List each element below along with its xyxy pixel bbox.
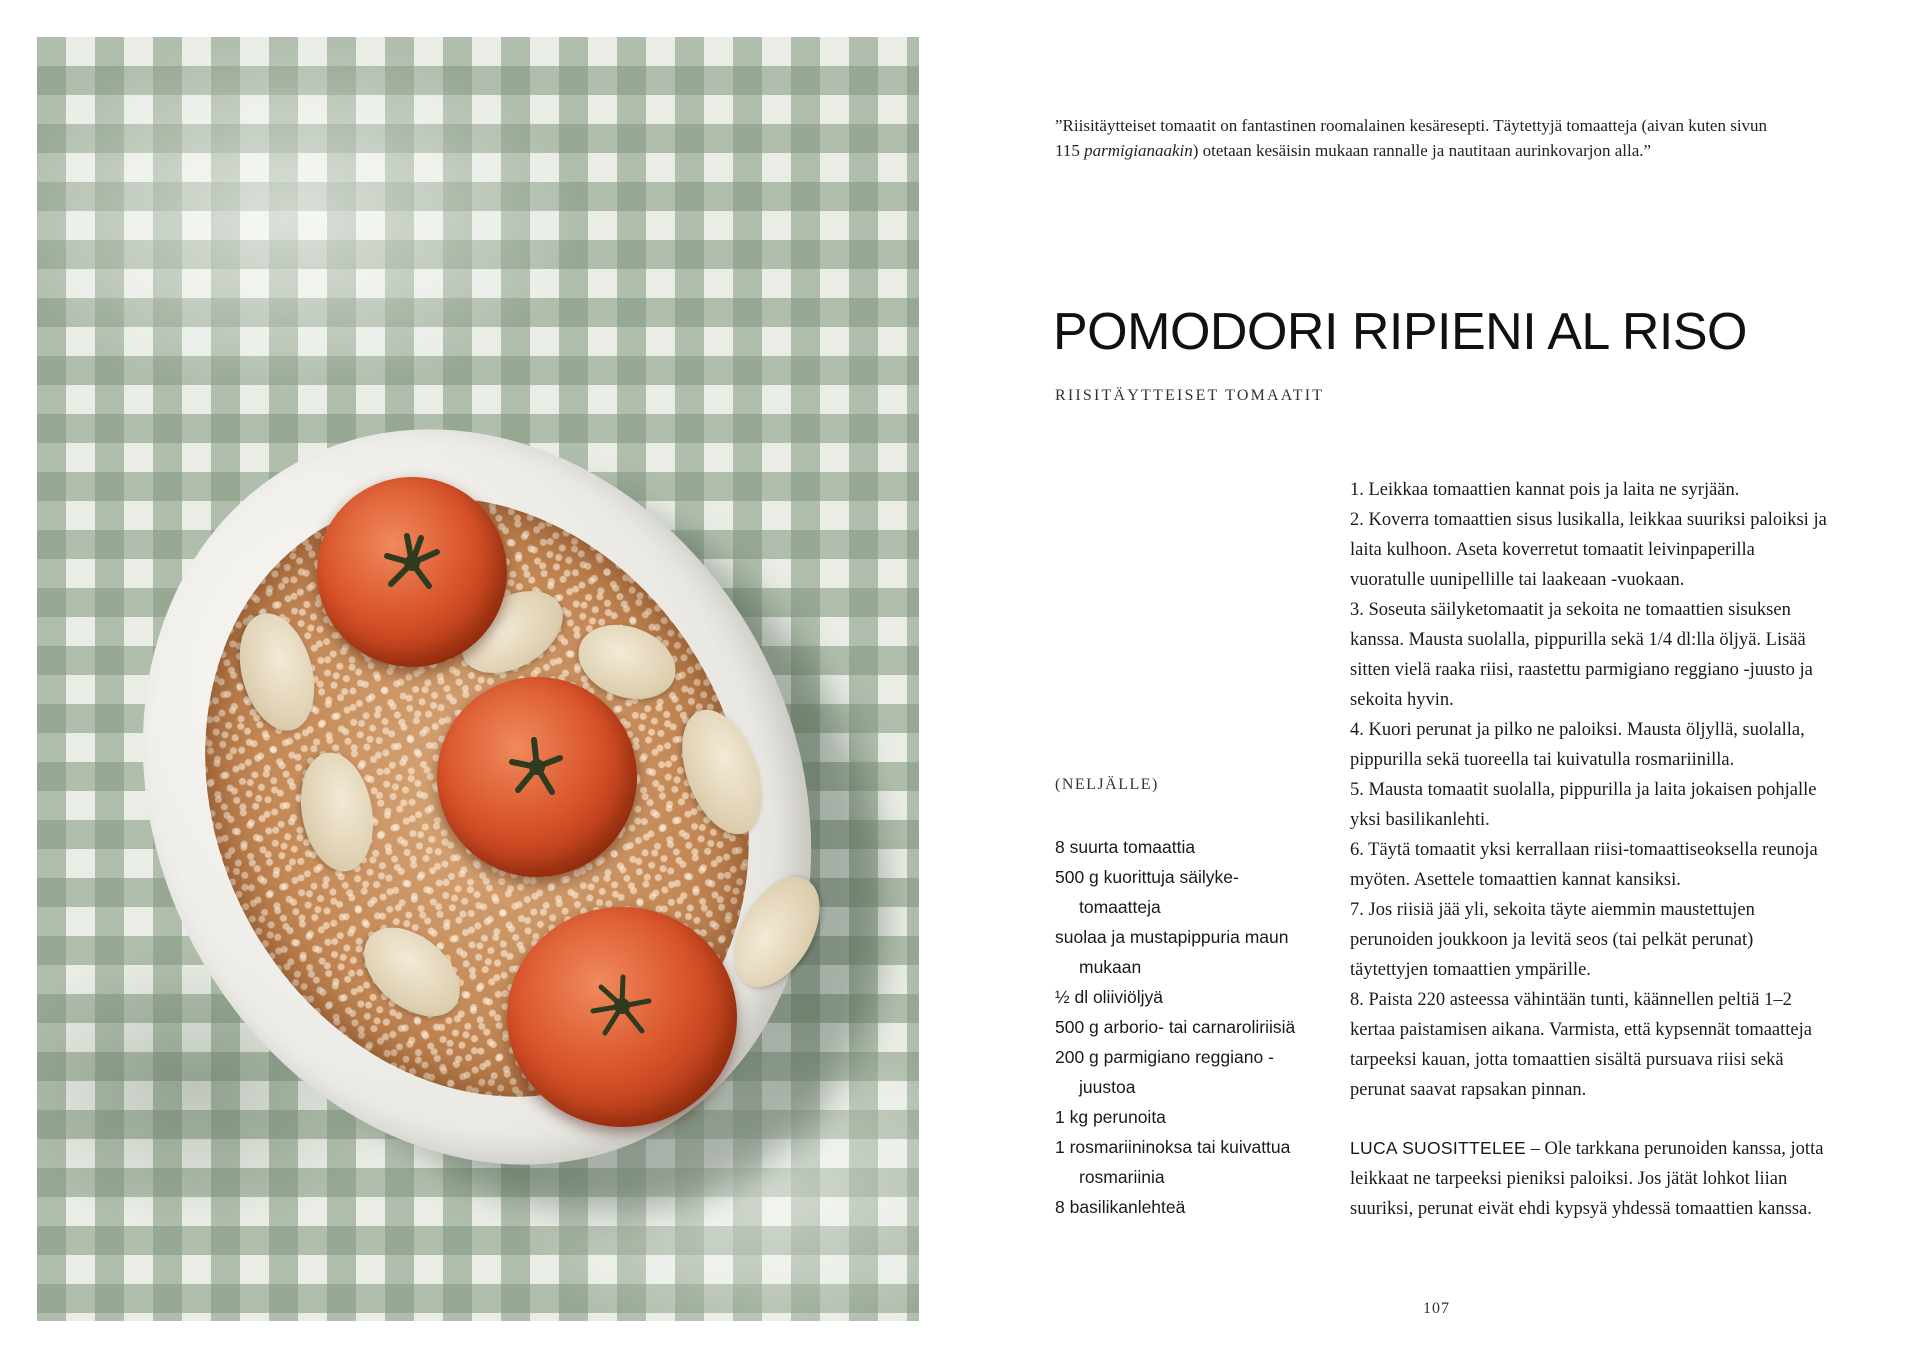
page-number: 107 [1423,1300,1450,1317]
recipe-subtitle: RIISITÄYTTEISET TOMAATIT [1055,387,1325,404]
ingredient-item: 1 kg perunoita [1055,1107,1166,1127]
method-step: 2. Koverra tomaattien sisus lusikalla, leikkaa suuriksi paloiksi ja laita kulhoon. Aseta koverretut tomaatit leivinpaperilla vuoratulle uunipellille tai laakeaan -vuokaan. [1350,510,1827,590]
method-step: 1. Leikkaa tomaattien kannat pois ja laita ne syrjään. [1350,480,1740,500]
tip-heading: LUCA SUOSITTELEE [1350,1138,1526,1158]
method-step: 4. Kuori perunat ja pilko ne paloiksi. Mausta öljyllä, suolalla, pippurilla sekä tuoreella tai kuivatulla rosmariinilla. [1350,720,1805,770]
recipe-title: POMODORI RIPIENI AL RISO [1053,303,1747,361]
ingredient-item: 8 basilikanlehteä [1055,1197,1186,1217]
ingredient-item: 500 g kuorittuja säilyke-tomaatteja [1055,867,1239,917]
quote-part-1: ”Riisitäytteiset tomaatit on fantastinen roomalainen kesäresepti. Täytettyjä tomaatteja (aivan kuten sivun 115 [1055,116,1768,160]
quote-part-2: ) otetaan kesäisin mukaan rannalle ja nautitaan aurinkovarjon alla.” [1192,141,1652,160]
method-step: 8. Paista 220 asteessa vähintään tunti, käännellen peltiä 1–2 kertaa paistamisen aikana. Varmista, että kypsennät tomaatteja tarpeeksi kauan, jotta tomaattien sisältä pursuava riisi sekä perunat saavat rapsakan pinnan. [1350,990,1812,1100]
stuffed-tomatoes-photo [37,37,919,1321]
method-step: 3. Soseuta säilyketomaatit ja sekoita ne tomaattien sisuksen kanssa. Mausta suolalla, pippurilla sekä 1/4 dl:lla öljyä. Lisää sitten vielä raaka riisi, raastettu parmigiano reggiano -juusto ja sekoita hyvin. [1350,600,1813,710]
intro-quote [1055,113,1795,163]
ingredient-list [1055,832,1315,1222]
stuffed-tomato [317,477,507,667]
ingredient-item: 1 rosmariininoksa tai kuivattua rosmariinia [1055,1137,1291,1187]
method-step: 7. Jos riisiä jää yli, sekoita täyte aiemmin maustettujen perunoiden joukkoon ja levitä seos (tai pelkät perunat) täytettyjen tomaattien ympärille. [1350,900,1755,980]
method-steps [1350,475,1830,1105]
ingredient-item: ½ dl oliiviöljyä [1055,987,1163,1007]
ingredient-item: 200 g parmigiano reggiano -juustoa [1055,1047,1274,1097]
ingredient-item: 8 suurta tomaattia [1055,837,1196,857]
tomato-stem-icon [377,528,447,598]
stuffed-tomato [437,677,637,877]
chef-tip [1350,1133,1830,1224]
tomato-stem-icon [502,732,572,802]
quote-emphasis: parmigianaakin [1084,141,1193,160]
ingredient-item: suolaa ja mustapippuria maun mukaan [1055,927,1289,977]
stuffed-tomato [507,907,737,1127]
ingredient-item: 500 g arborio- tai carnaroliriisiä [1055,1017,1296,1037]
method-step: 6. Täytä tomaatit yksi kerrallaan riisi-tomaattiseoksella reunoja myöten. Asettele tomaattien kannat kansiksi. [1350,840,1818,890]
tomato-stem-icon [587,971,657,1041]
servings-label: (NELJÄLLE) [1055,776,1159,793]
tip-text: – Ole tarkkana perunoiden kanssa, jotta leikkaat ne tarpeeksi pieniksi paloiksi. Jos jätät lohkot liian suuriksi, perunat eivät ehdi kypsyä yhdessä tomaattien kanssa. [1350,1139,1824,1219]
method-step: 5. Mausta tomaatit suolalla, pippurilla ja laita jokaisen pohjalle yksi basilikanlehti. [1350,780,1817,830]
